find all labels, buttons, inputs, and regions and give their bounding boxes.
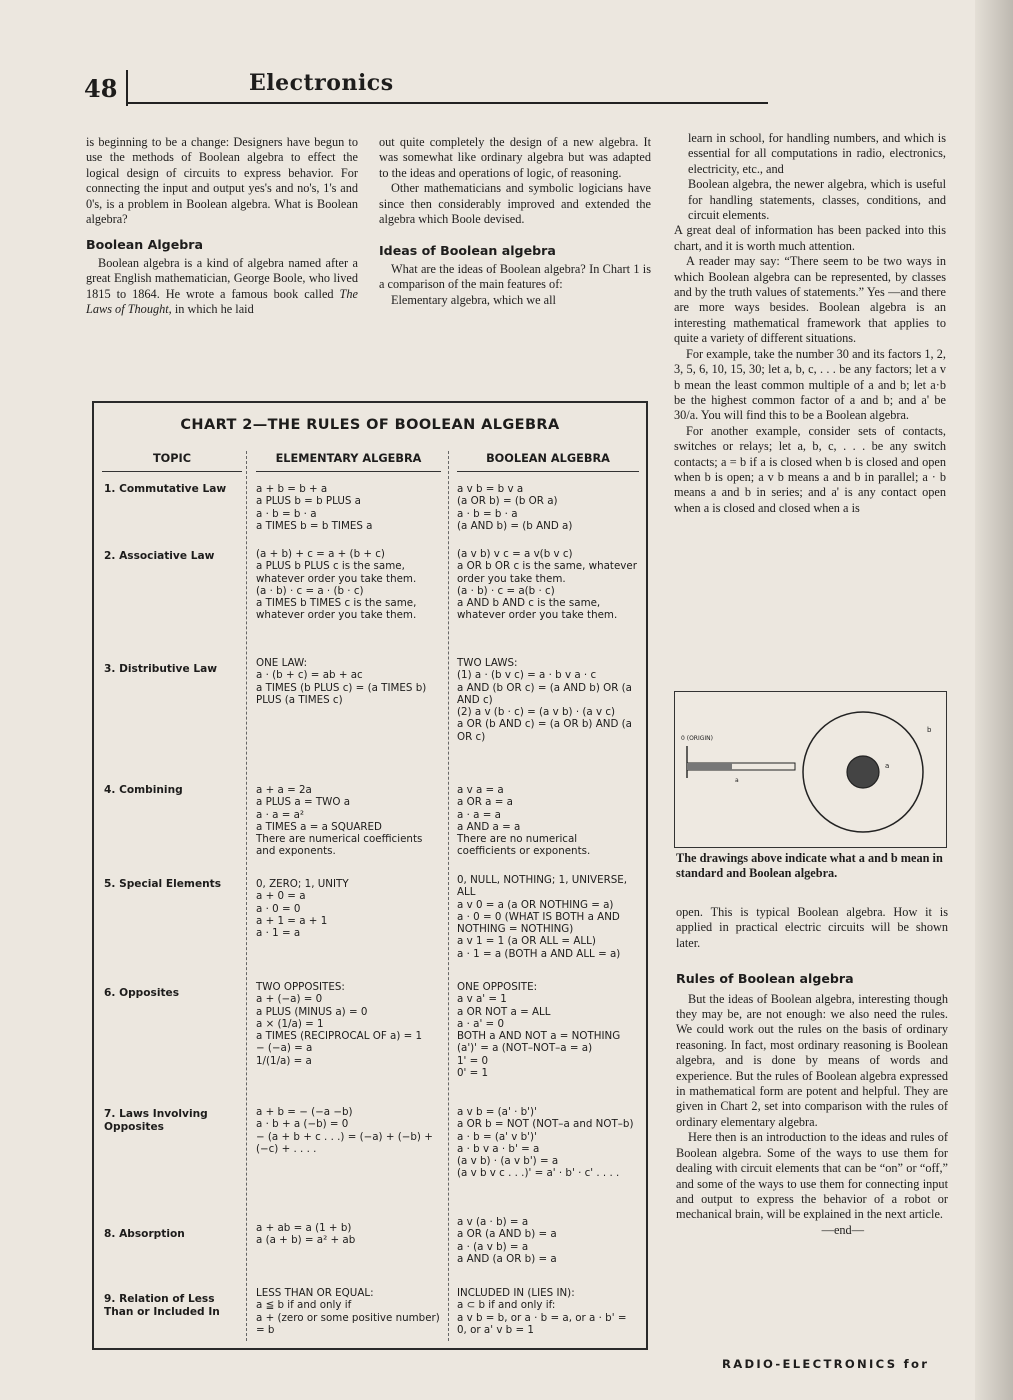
page-footer: RADIO-ELECTRONICS for: [722, 1357, 930, 1371]
heading-boolean-algebra: Boolean Algebra: [86, 237, 203, 253]
topic-absorption: 8. Absorption: [104, 1228, 185, 1240]
topic-combining: 4. Combining: [104, 784, 183, 796]
column-header-boolean: BOOLEAN ALGEBRA: [486, 452, 610, 465]
column-header-elementary: ELEMENTARY ALGEBRA: [275, 452, 422, 465]
chart-title: CHART 2—THE RULES OF BOOLEAN ALGEBRA: [180, 417, 560, 433]
topic-associative: 2. Associative Law: [104, 550, 215, 562]
column-1: [86, 135, 358, 317]
paragraph: [86, 256, 358, 318]
circle-a: [847, 756, 879, 788]
elementary-distributive: ONE LAW: a · (b + c) = ab + ac a TIMES (b PLUS c) = (a TIMES b) PLUS (a TIMES c): [256, 657, 427, 706]
boolean-commutative: a v b = b v a (a OR b) = (b OR a) a · b = b · a (a AND b) = (b AND a): [457, 483, 573, 532]
topic-opposites: 6. Opposites: [104, 987, 180, 999]
column-3: [674, 131, 946, 516]
header-rule-elementary: [256, 471, 441, 472]
end-mark: —end—: [821, 1222, 864, 1237]
elementary-associative: (a + b) + c = a + (b + c) a PLUS b PLUS c is the same, whatever order you take them. (a · b) · c = a · (b · c) a TIMES b TIMES c is the same, whatever order you take them.: [256, 548, 417, 622]
topic-distributive: 3. Distributive Law: [104, 663, 218, 675]
boolean-absorption: a v (a · b) = a a OR (a AND b) = a a · (a v b) = a a AND (a OR b) = a: [457, 1216, 557, 1265]
header-rule-boolean: [457, 471, 639, 472]
topic-commutative: 1. Commutative Law: [104, 483, 227, 495]
column-2: [379, 135, 651, 308]
paragraph: For another example, consider sets of contacts, switches or relays; let a, b, c, . . . be any switch contacts; a = b if a is closed when b is closed and open when b is open; a v b means a and b in parallel; a · b means a and b in series; and a' is any contact open when a is closed and closed when a is: [674, 423, 946, 515]
figure-caption: The drawings above indicate what a and b mean in standard and Boolean algebra.: [676, 851, 943, 881]
heading-rules: Rules of Boolean algebra: [676, 971, 854, 987]
paragraph: Here then is an introduction to the ideas and rules of Boolean algebra. Some of the ways to use them for dealing with circuit elements that can be “on” or “off,” and some of the ways to use them for connecting input and output to express the behavior of a robot or mechanical brain, will be explained in the next article.: [676, 1130, 948, 1222]
paragraph: out quite completely the design of a new algebra. It was somewhat like ordinary algebra but was adapted to the ideas and operations of logic, of reasoning.: [379, 135, 651, 180]
paragraph: Elementary algebra, which we all: [391, 292, 556, 307]
book-title: The Laws of Thought,: [86, 286, 358, 317]
elementary-combining: a + a = 2a a PLUS a = TWO a a · a = a² a TIMES a = a SQUARED There are numerical coefficients and exponents.: [256, 784, 423, 858]
elementary-absorption: a + ab = a (1 + b) a (a + b) = a² + ab: [256, 1222, 356, 1247]
boolean-laws-opposites: a v b = (a' · b')' a OR b = NOT (NOT–a and NOT–b) a · b = (a' v b')' a · b v a · b' = a (a v b) · (a v b') = a (a v b v c . . .)' = a' · b' · c' . . . .: [457, 1106, 634, 1180]
paragraph-text: in which he laid: [174, 302, 254, 317]
paragraph: But the ideas of Boolean algebra, interesting though they may be, are not enough: we also need the rules. We could work out the rules on the basis of ordinary reasoning. In fact, most ordinary reasoning is Boolean algebra, and is done by means of words and experience. But the rules of Boolean algebra expressed in mathematical form are potent and helpful. They are given in Chart 2, set into comparison with the rules of ordinary elementary algebra.: [676, 991, 948, 1129]
origin-label: 0 (ORIGIN): [681, 735, 713, 742]
column-header-topic: TOPIC: [152, 452, 192, 465]
segment-a-fill: [687, 763, 732, 770]
page-header: [84, 68, 914, 108]
circle-label-b: b: [927, 726, 932, 734]
elementary-special-elements: 0, ZERO; 1, UNITY a + 0 = a a · 0 = 0 a + 1 = a + 1 a · 1 = a: [256, 878, 349, 940]
column-divider: [448, 451, 449, 1341]
paragraph: What are the ideas of Boolean algebra? In Chart 1 is a comparison of the main features of:: [379, 261, 651, 292]
paragraph: For example, take the number 30 and its factors 1, 2, 3, 5, 6, 10, 15, 30; let a, b, c, . . . be any factors; let a v b mean the least common multiple of a and b; let a·b be the highest common factor of a and b; and a' be 30/a. You will find this to be a Boolean algebra.: [674, 346, 946, 423]
paragraph: is beginning to be a change: Designers have begun to use the methods of Boolean algebra to effect the logical design of circuits to express behavior. For connecting the input and output yes's and no's, 1's and 0's, is a problem in Boolean algebra. What is Boolean algebra?: [86, 135, 358, 227]
elementary-relation: LESS THAN OR EQUAL: a ≦ b if and only if a + (zero or some positive number) = b: [256, 1287, 440, 1336]
paragraph: learn in school, for handling numbers, and which is essential for all computations in radio, electronics, electricity, etc., and: [688, 131, 946, 176]
paragraph-text: Boolean algebra is a kind of algebra named after a great English mathematician, George Boole, who lived 1815 to 1864. He wrote a famous book called: [86, 255, 358, 301]
section-title: Electronics: [249, 70, 394, 96]
paragraph: open. This is typical Boolean algebra. How it is applied in practical electric circuits will be shown later.: [676, 905, 948, 950]
segment-label-a: a: [735, 777, 739, 784]
boolean-associative: (a v b) v c = a v(b v c) a OR b OR c is the same, whatever order you take them. (a · b) · c = a(b · c) a AND b AND c is the same, whatever order you take them.: [457, 548, 637, 622]
paragraph: A great deal of information has been packed into this chart, and it is worth much attention.: [674, 223, 946, 253]
boolean-distributive: TWO LAWS: (1) a · (b v c) = a · b v a · c a AND (b OR c) = (a AND b) OR (a AND c) (2) a v (b · c) = (a v b) · (a v c) a OR (b AND c) = (a OR b) AND (a OR c): [457, 657, 632, 743]
header-underline: [128, 102, 768, 104]
header-vertical-rule: [126, 70, 128, 106]
paragraph: Other mathematicians and symbolic logicians have since then considerably improved and extended the algebra which Boole devised.: [379, 181, 651, 227]
boolean-combining: a v a = a a OR a = a a · a = a a AND a = a There are no numerical coefficients or exponents.: [457, 784, 591, 858]
chart-2-table: [92, 401, 648, 1350]
elementary-commutative: a + b = b + a a PLUS b = b PLUS a a · b = b · a a TIMES b = b TIMES a: [256, 483, 373, 532]
header-rule-topic: [102, 471, 242, 472]
boolean-relation: INCLUDED IN (LIES IN): a ⊂ b if and only if: a v b = b, or a · b = a, or a · b' = 0, or a' v b = 1: [457, 1287, 627, 1336]
paragraph: A reader may say: “There seem to be two ways in which Boolean algebra can be represented, by classes and by the truth values of statements.” Yes —and there are more ways besides. Boolean algebra is an interesting mathematical framework that applies to quite a variety of different situations.: [674, 254, 946, 346]
column-3-lower: [676, 905, 948, 1238]
topic-laws-opposites: 7. Laws Involving Opposites: [104, 1108, 208, 1133]
elementary-laws-opposites: a + b = − (−a −b) a · b + a (−b) = 0 − (a + b + c . . .) = (−a) + (−b) + (−c) + . . . .: [256, 1106, 433, 1155]
circle-label-a: a: [885, 762, 890, 770]
topic-relation: 9. Relation of Less Than or Included In: [104, 1293, 220, 1318]
boolean-special-elements: 0, NULL, NOTHING; 1, UNIVERSE, ALL a v 0 = a (a OR NOTHING = a) a · 0 = 0 (WHAT IS BOTH a AND NOTHING = NOTHING) a v 1 = 1 (a OR ALL = ALL) a · 1 = a (BOTH a AND ALL = a): [457, 874, 628, 960]
heading-ideas: Ideas of Boolean algebra: [379, 243, 556, 259]
boolean-opposites: ONE OPPOSITE: a v a' = 1 a OR NOT a = ALL a · a' = 0 BOTH a AND NOT a = NOTHING (a')' = a (NOT–NOT–a = a) 1' = 0 0' = 1: [457, 981, 621, 1080]
elementary-opposites: TWO OPPOSITES: a + (−a) = 0 a PLUS (MINUS a) = 0 a × (1/a) = 1 a TIMES (RECIPROCAL OF a) = 1 − (−a) = a 1/(1/a) = a: [256, 981, 423, 1067]
figure-svg: [675, 692, 946, 847]
page-edge-shadow: [975, 0, 1013, 1400]
column-divider: [246, 451, 247, 1341]
page-number: 48: [84, 74, 118, 103]
figure-drawings: [674, 691, 947, 848]
topic-special-elements: 5. Special Elements: [104, 878, 222, 890]
paragraph: Boolean algebra, the newer algebra, which is useful for handling statements, classes, conditions, and circuit elements.: [688, 177, 946, 223]
